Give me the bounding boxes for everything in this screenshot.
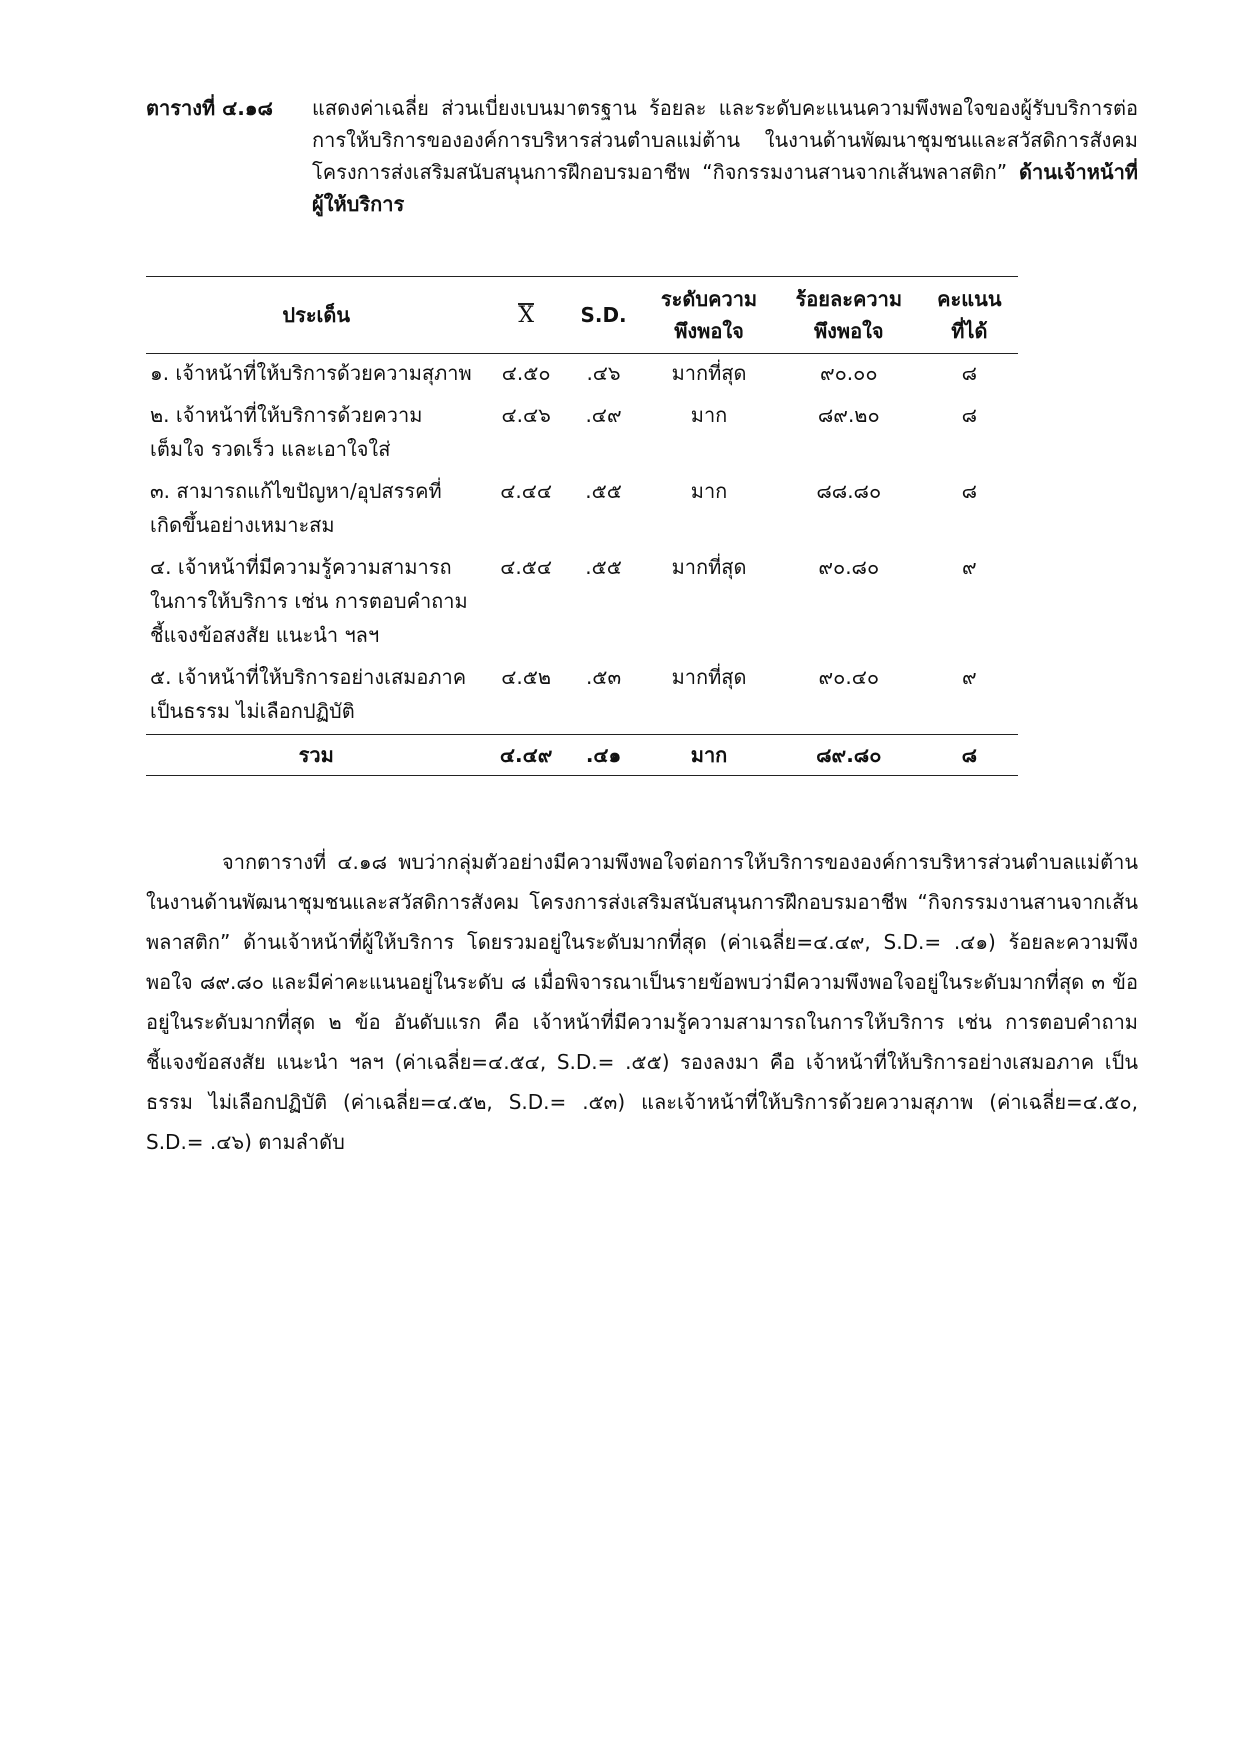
header-score <box>921 277 1018 354</box>
cell-percent: ๘๙.๒๐ <box>817 403 880 427</box>
total-level: มาก <box>641 735 777 776</box>
total-label: รวม <box>146 735 486 776</box>
table-caption <box>146 92 1138 220</box>
cell-score: ๙ <box>962 665 977 689</box>
header-score-line2: ที่ได้ <box>951 319 988 343</box>
total-sd: .๔๑ <box>566 735 641 776</box>
table-body <box>146 354 1018 776</box>
cell-level: มากที่สุด <box>671 665 747 689</box>
caption-bold-tail: ด้านเจ้าหน้าที่ผู้ให้บริการ <box>312 160 1138 216</box>
cell-issue: ๑. เจ้าหน้าที่ให้บริการด้วยความสุภาพ <box>150 361 472 385</box>
header-sd: S.D. <box>566 277 641 354</box>
cell-sd: .๔๖ <box>586 361 621 385</box>
caption-text <box>312 92 1138 220</box>
header-percent-line1: ร้อยละความ <box>795 287 903 311</box>
table-total-row <box>146 735 1018 776</box>
cell-level: มาก <box>690 403 728 427</box>
satisfaction-table <box>146 276 1018 776</box>
header-level-line1: ระดับความ <box>660 287 758 311</box>
cell-percent: ๙๐.๘๐ <box>818 555 880 579</box>
cell-score: ๙ <box>962 555 977 579</box>
table-row <box>146 658 1018 735</box>
summary-paragraph <box>146 842 1138 1162</box>
cell-percent: ๙๐.๐๐ <box>819 361 878 385</box>
caption-label: ตารางที่ ๔.๑๘ <box>146 96 273 120</box>
table-row <box>146 548 1018 658</box>
header-score-line1: คะแนน <box>937 287 1002 311</box>
cell-mean: ๔.๕๒ <box>501 665 552 689</box>
cell-mean: ๔.๕๔ <box>500 555 553 579</box>
mean-xbar-symbol: X <box>518 303 534 328</box>
header-percent-line2: พึงพอใจ <box>813 319 884 343</box>
summary-text: จากตารางที่ ๔.๑๘ พบว่ากลุ่มตัวอย่างมีความพึงพอใจต่อการให้บริการขององค์การบริหารส่วนตำบลแม่ต้าน ในงานด้านพัฒนาชุมชนและสวัสดิการสังคม โครงการส่งเสริมสนับสนุนการฝึกอบรมอาชีพ “กิจกรรมงานสานจากเส้นพลาสติก” ด้านเจ้าหน้าที่ผู้ให้บริการ โดยรวมอยู่ในระดับมากที่สุด (ค่าเฉลี่ย=๔.๔๙, S.D.= .๔๑) ร้อยละความพึงพอใจ ๘๙.๘๐ และมีค่าคะแนนอยู่ในระดับ ๘ เมื่อพิจารณาเป็นรายข้อพบว่ามีความพึงพอใจอยู่ในระดับมากที่สุด ๓ ข้อ อยู่ในระดับมากที่สุด ๒ ข้อ อันดับแรก คือ เจ้าหน้าที่มีความรู้ความสามารถในการให้บริการ เช่น การตอบคำถาม ชี้แจงข้อสงสัย แนะนำ ฯลฯ (ค่าเฉลี่ย=๔.๕๔, S.D.= .๕๕) รองลงมา คือ เจ้าหน้าที่ให้บริการอย่างเสมอภาค เป็นธรรม ไม่เลือกปฏิบัติ (ค่าเฉลี่ย=๔.๕๒, S.D.= .๕๓) และเจ้าหน้าที่ให้บริการด้วยความสุภาพ (ค่าเฉลี่ย=๔.๕๐, S.D.= .๔๖) ตามลำดับ <box>146 850 1138 1154</box>
cell-percent: ๘๘.๘๐ <box>816 479 882 503</box>
cell-sd: .๔๙ <box>585 403 622 427</box>
caption-body: แสดงค่าเฉลี่ย ส่วนเบี่ยงเบนมาตรฐาน ร้อยละ และระดับคะแนนความพึงพอใจของผู้รับบริการต่อการให้บริการขององค์การบริหารส่วนตำบลแม่ต้าน ในงานด้านพัฒนาชุมชนและสวัสดิการสังคม โครงการส่งเสริมสนับสนุนการฝึกอบรมอาชีพ “กิจกรรมงานสานจากเส้นพลาสติก” <box>312 96 1138 184</box>
table-row <box>146 354 1018 397</box>
cell-level: มากที่สุด <box>671 361 747 385</box>
table-header <box>146 277 1018 354</box>
header-level <box>641 277 777 354</box>
cell-percent: ๙๐.๔๐ <box>818 665 880 689</box>
cell-score: ๘ <box>961 479 978 503</box>
cell-issue: ๒. เจ้าหน้าที่ให้บริการด้วยความเต็มใจ รวดเร็ว และเอาใจใส่ <box>150 403 423 461</box>
table-row <box>146 396 1018 472</box>
header-mean <box>486 277 565 354</box>
cell-mean: ๔.๔๔ <box>500 479 553 503</box>
header-level-line2: พึงพอใจ <box>674 319 744 343</box>
table-row <box>146 472 1018 548</box>
cell-level: มากที่สุด <box>671 555 747 579</box>
cell-issue: ๓. สามารถแก้ไขปัญหา/อุปสรรคที่เกิดขึ้นอย่างเหมาะสม <box>150 479 442 537</box>
cell-sd: .๕๕ <box>585 479 622 503</box>
cell-sd: .๕๕ <box>585 555 622 579</box>
cell-score: ๘ <box>961 403 978 427</box>
header-percent <box>777 277 921 354</box>
cell-issue: ๕. เจ้าหน้าที่ให้บริการอย่างเสมอภาค เป็นธรรม ไม่เลือกปฏิบัติ <box>150 665 467 723</box>
cell-sd: .๕๓ <box>585 665 622 689</box>
cell-issue: ๔. เจ้าหน้าที่มีความรู้ความสามารถในการให้บริการ เช่น การตอบคำถาม ชี้แจงข้อสงสัย แนะนำ ฯลฯ <box>150 555 468 647</box>
total-score: ๘ <box>921 735 1018 776</box>
cell-mean: ๔.๔๖ <box>501 403 551 427</box>
cell-score: ๘ <box>961 361 978 385</box>
header-issue: ประเด็น <box>146 277 486 354</box>
total-percent: ๘๙.๘๐ <box>777 735 921 776</box>
cell-level: มาก <box>690 479 728 503</box>
cell-mean: ๔.๕๐ <box>501 361 551 385</box>
total-mean: ๔.๔๙ <box>486 735 565 776</box>
